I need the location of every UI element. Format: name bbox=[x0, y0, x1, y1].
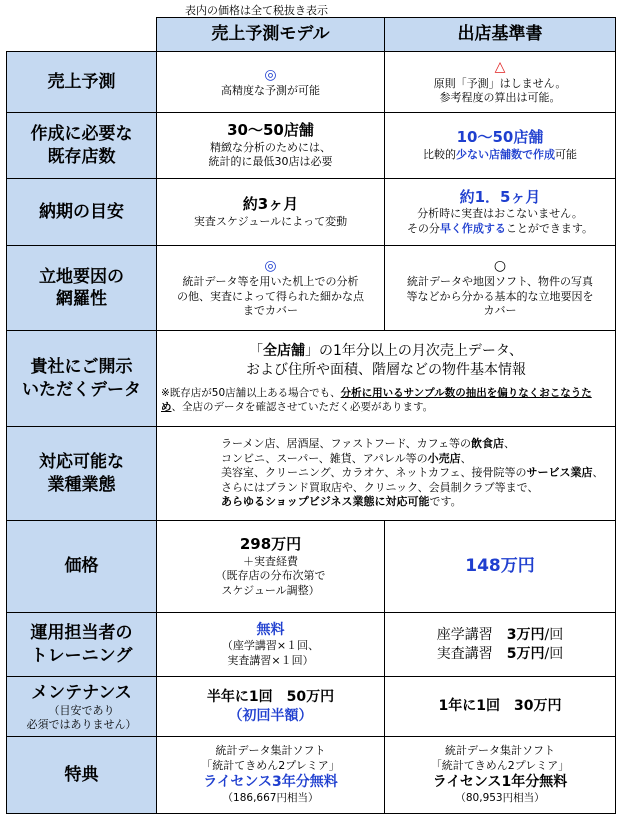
header-store-criteria: 出店基準書 bbox=[385, 18, 616, 52]
cell-forecast-model: ◎ 高精度な予測が可能 bbox=[157, 52, 385, 113]
label-data: 貴社にご開示 いただくデータ bbox=[7, 331, 157, 427]
header-sales-model: 売上予測モデル bbox=[157, 18, 385, 52]
row-forecast bbox=[7, 52, 616, 113]
circle-icon: ○ bbox=[493, 257, 507, 274]
label-stores: 作成に必要な 既存店数 bbox=[7, 113, 157, 179]
cell-stores-criteria: 10～50店舗 比較的少ない店舗数で作成可能 bbox=[385, 113, 616, 179]
row-stores bbox=[7, 113, 616, 179]
row-location bbox=[7, 246, 616, 331]
cell-delivery-criteria: 約1．5ヶ月 分析時に実査はおこないません。 その分早く作成することができます。 bbox=[385, 179, 616, 246]
cell-delivery-model: 約3ヶ月 実査スケジュールによって変動 bbox=[157, 179, 385, 246]
cell-training-model: 無料 （座学講習×１回、 実査講習×１回） bbox=[157, 613, 385, 677]
label-location: 立地要因の 網羅性 bbox=[7, 246, 157, 331]
cell-business: ラーメン店、居酒屋、ファストフード、カフェ等の飲食店、 コンビニ、スーパー、雑貨、アパレル等の小売店、 美容室、クリーニング、カラオケ、ネットカフェ、接骨院等のサービス業店、 さらにはブランド買取店や、クリニック、会員制クラブ等まで、 あらゆるショップビジネス業態に対応可能です。 bbox=[157, 427, 616, 521]
tax-note: 表内の価格は全て税抜き表示 bbox=[185, 4, 328, 17]
cell-benefit-model: 統計データ集計ソフト 「統計てきめん2プレミア」 ライセンス3年分無料 （186,667円相当） bbox=[157, 737, 385, 814]
row-data bbox=[7, 331, 616, 427]
row-delivery bbox=[7, 179, 616, 246]
double-circle-icon: ◎ bbox=[264, 257, 277, 274]
label-benefit: 特典 bbox=[7, 737, 157, 814]
cell-maintenance-criteria: 1年に1回 30万円 bbox=[385, 677, 616, 737]
label-forecast: 売上予測 bbox=[7, 52, 157, 113]
comparison-table bbox=[6, 17, 616, 814]
double-circle-icon: ◎ bbox=[264, 66, 277, 83]
label-delivery: 納期の目安 bbox=[7, 179, 157, 246]
label-training: 運用担当者の トレーニング bbox=[7, 613, 157, 677]
cell-location-criteria: ○ 統計データや地図ソフト、物件の写真 等などから分かる基本的な立地要因を カバー bbox=[385, 246, 616, 331]
cell-maintenance-model: 半年に1回 50万円 （初回半額） bbox=[157, 677, 385, 737]
cell-price-criteria: 148万円 bbox=[385, 521, 616, 613]
cell-training-criteria: 座学講習 3万円/回 実査講習 5万円/回 bbox=[385, 613, 616, 677]
triangle-icon: △ bbox=[494, 59, 506, 76]
label-price: 価格 bbox=[7, 521, 157, 613]
cell-forecast-criteria: △ 原則「予測」はしません。 参考程度の算出は可能。 bbox=[385, 52, 616, 113]
label-business: 対応可能な 業種業態 bbox=[7, 427, 157, 521]
cell-stores-model: 30～50店舗 精緻な分析のためには、 統計的に最低30店は必要 bbox=[157, 113, 385, 179]
cell-data: 「全店舗」の1年分以上の月次売上データ、 および住所や面積、階層などの物件基本情報 ※既存店が50店舗以上ある場合でも、分析に用いるサンプル数の抽出を偏りなくおこなうため、全店のデータを確認させていただく必要があります。 bbox=[157, 331, 616, 427]
row-benefit bbox=[7, 737, 616, 814]
label-maintenance: メンテナンス （目安であり 必須ではありません） bbox=[7, 677, 157, 737]
row-maintenance bbox=[7, 677, 616, 737]
cell-benefit-criteria: 統計データ集計ソフト 「統計てきめん2プレミア」 ライセンス1年分無料 （80,953円相当） bbox=[385, 737, 616, 814]
row-training bbox=[7, 613, 616, 677]
row-business bbox=[7, 427, 616, 521]
cell-location-model: ◎ 統計データ等を用いた机上での分析 の他、実査によって得られた細かな点 までカバー bbox=[157, 246, 385, 331]
header-blank bbox=[7, 18, 157, 52]
cell-price-model: 298万円 ＋実査経費 （既存店の分布次第で スケジュール調整） bbox=[157, 521, 385, 613]
row-price bbox=[7, 521, 616, 613]
